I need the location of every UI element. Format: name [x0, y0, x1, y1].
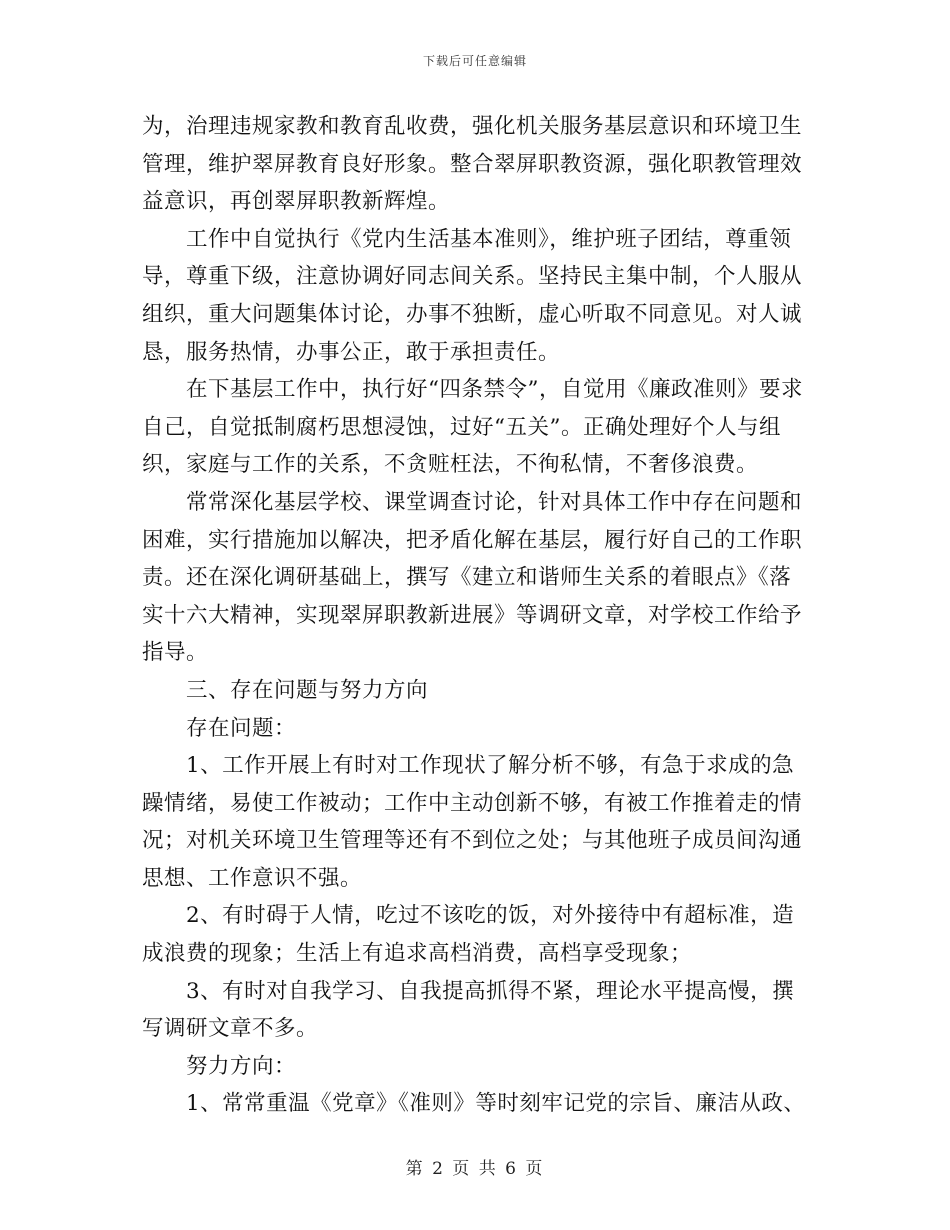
paragraph: 在下基层工作中，执行好“四条禁令”，自觉用《廉政准则》要求自己，自觉抵制腐朽思想浸蚀，过好“五关”。正确处理好个人与组织，家庭与工作的关系，不贪赃枉法，不徇私情，不奢侈浪费。	[142, 377, 803, 478]
section-heading: 三、存在问题与努力方向	[186, 677, 429, 703]
paragraph: 常常深化基层学校、课堂调查讨论，针对具体工作中存在问题和困难，实行措施加以解决，把矛盾化解在基层，履行好自己的工作职责。还在深化调研基础上，撰写《建立和谐师生关系的着眼点》《落实十六大精神，实现翠屏职教新进展》等调研文章，对学校工作给予指导。	[142, 489, 803, 666]
paragraph: 工作中自觉执行《党内生活基本准则》，维护班子团结，尊重领导，尊重下级，注意协调好同志间关系。坚持民主集中制，个人服从组织，重大问题集体讨论，办事不独断，虚心听取不同意见。对人诚恳，服务热情，办事公正，敢于承担责任。	[142, 226, 803, 365]
list-item: 2、有时碍于人情，吃过不该吃的饭，对外接待中有超标准，造成浪费的现象；生活上有追求高档消费，高档享受现象；	[142, 903, 795, 967]
subheading: 存在问题：	[186, 715, 297, 741]
paragraph: 为，治理违规家教和教育乱收费，强化机关服务基层意识和环境卫生管理，维护翠屏教育良好形象。整合翠屏职教资源，强化职教管理效益意识，再创翠屏职教新辉煌。	[142, 114, 803, 215]
list-item: 1、工作开展上有时对工作现状了解分析不够，有急于求成的急躁情绪，易使工作被动；工作中主动创新不够，有被工作推着走的情况；对机关环境卫生管理等还有不到位之处；与其他班子成员间沟通思想、工作意识不强。	[142, 753, 803, 891]
list-item: 1、常常重温《党章》《准则》等时刻牢记党的宗旨、廉洁从政、	[186, 1091, 806, 1117]
document-body	[142, 108, 812, 1123]
page-number: 第 2 页 共 6 页	[405, 1159, 545, 1179]
list-item: 3、有时对自我学习、自我提高抓得不紧，理论水平提高慢，撰写调研文章不多。	[142, 978, 795, 1042]
subheading: 努力方向：	[186, 1053, 297, 1079]
header-note: 下载后可任意编辑	[422, 54, 527, 68]
